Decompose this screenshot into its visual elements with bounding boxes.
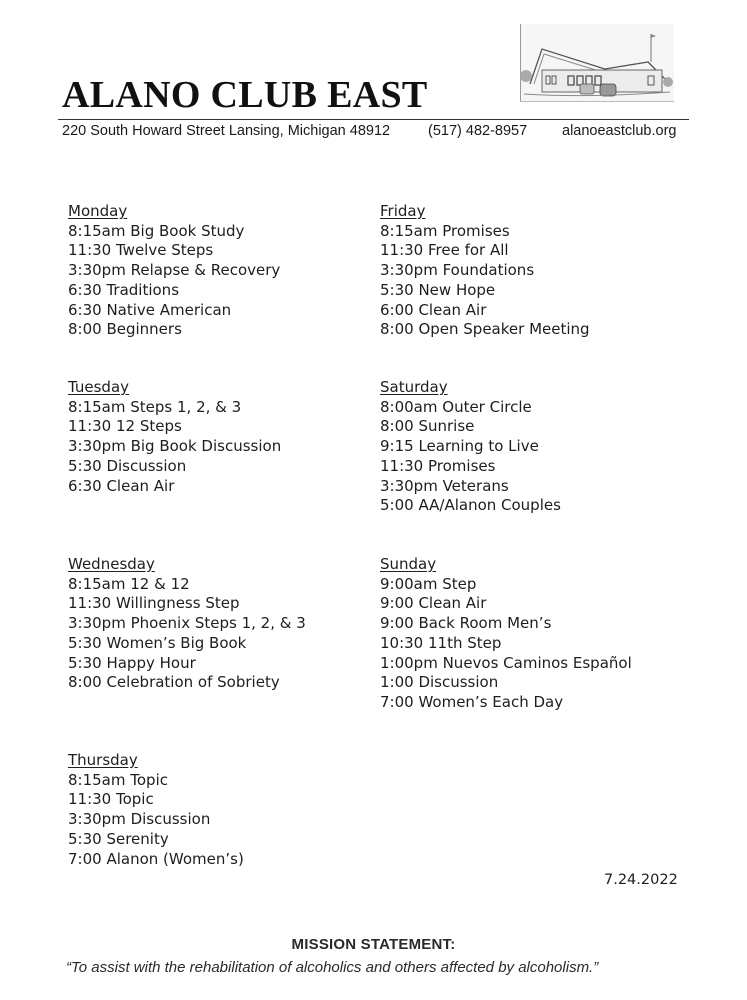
meeting-item: 3:30pm Relapse & Recovery (68, 261, 281, 280)
meeting-item: 8:00 Celebration of Sobriety (68, 673, 280, 692)
meeting-item: 5:30 Women’s Big Book (68, 633, 247, 652)
meeting-item: 7:00 Alanon (Women’s) (68, 849, 244, 868)
meeting-item: 8:15am 12 & 12 (68, 574, 190, 593)
day-block-friday (380, 202, 590, 340)
day-block-thursday (68, 751, 244, 869)
meeting-item: 6:30 Traditions (68, 280, 180, 299)
meeting-item: 3:30pm Discussion (68, 810, 211, 829)
meeting-item: 11:30 12 Steps (68, 417, 182, 436)
meeting-item: 8:15am Topic (68, 770, 168, 789)
meeting-item: 6:30 Native American (68, 300, 232, 319)
header-divider (58, 119, 689, 120)
meeting-item: 6:30 Clean Air (68, 476, 175, 495)
phone-number: (517) 482-8957 (428, 123, 528, 139)
meeting-item: 9:00am Step (380, 574, 477, 593)
revision-date: 7.24.2022 (604, 872, 678, 888)
meeting-item: 11:30 Free for All (380, 241, 509, 260)
meeting-item: 6:00 Clean Air (380, 300, 487, 319)
meeting-item: 8:15am Big Book Study (68, 221, 245, 240)
meeting-item: 5:30 Discussion (68, 456, 187, 475)
address: 220 South Howard Street Lansing, Michigan 48912 (62, 123, 391, 139)
day-block-saturday (380, 378, 561, 516)
day-heading: Friday (380, 202, 426, 220)
meeting-item: 9:00 Clean Air (380, 594, 487, 613)
day-block-sunday (380, 555, 632, 713)
meeting-item: 9:00 Back Room Men’s (380, 614, 552, 633)
day-block-wednesday (68, 555, 306, 693)
meeting-item: 11:30 Topic (68, 790, 154, 809)
meeting-item: 5:30 Happy Hour (68, 653, 196, 672)
meeting-item: 5:30 Serenity (68, 829, 169, 848)
meeting-item: 11:30 Promises (380, 456, 496, 475)
club-title: ALANO CLUB EAST (62, 74, 428, 116)
day-heading: Wednesday (68, 555, 155, 573)
meeting-item: 3:30pm Phoenix Steps 1, 2, & 3 (68, 614, 306, 633)
meeting-item: 1:00pm Nuevos Caminos Español (380, 653, 632, 672)
meeting-item: 3:30pm Big Book Discussion (68, 437, 282, 456)
day-heading: Sunday (380, 555, 437, 573)
meeting-item: 3:30pm Foundations (380, 261, 535, 280)
website-link[interactable]: alanoeastclub.org (562, 123, 677, 139)
meeting-item: 8:00 Sunrise (380, 417, 475, 436)
day-heading: Tuesday (68, 378, 130, 396)
day-heading: Monday (68, 202, 128, 220)
meeting-item: 8:00 Open Speaker Meeting (380, 320, 590, 339)
meeting-item: 8:00 Beginners (68, 320, 182, 339)
day-heading: Saturday (380, 378, 448, 396)
day-block-monday (68, 202, 280, 340)
meeting-item: 1:00 Discussion (380, 673, 499, 692)
mission-statement-text: “To assist with the rehabilitation of alcoholics and others affected by alcoholism.” (66, 959, 599, 976)
meeting-item: 3:30pm Veterans (380, 476, 509, 495)
meeting-item: 10:30 11th Step (380, 633, 502, 652)
building-sketch-icon (520, 24, 674, 102)
meeting-item: 5:30 New Hope (380, 280, 496, 299)
mission-statement-heading: MISSION STATEMENT: (291, 936, 456, 953)
meeting-item: 11:30 Twelve Steps (68, 241, 214, 260)
meeting-item: 5:00 AA/Alanon Couples (380, 496, 561, 515)
meeting-item: 11:30 Willingness Step (68, 594, 240, 613)
day-block-tuesday (68, 378, 281, 496)
meeting-item: 9:15 Learning to Live (380, 437, 539, 456)
meeting-item: 8:15am Steps 1, 2, & 3 (68, 397, 242, 416)
day-heading: Thursday (68, 751, 138, 769)
meeting-item: 8:15am Promises (380, 221, 510, 240)
meeting-item: 7:00 Women’s Each Day (380, 692, 564, 711)
meeting-item: 8:00am Outer Circle (380, 397, 532, 416)
